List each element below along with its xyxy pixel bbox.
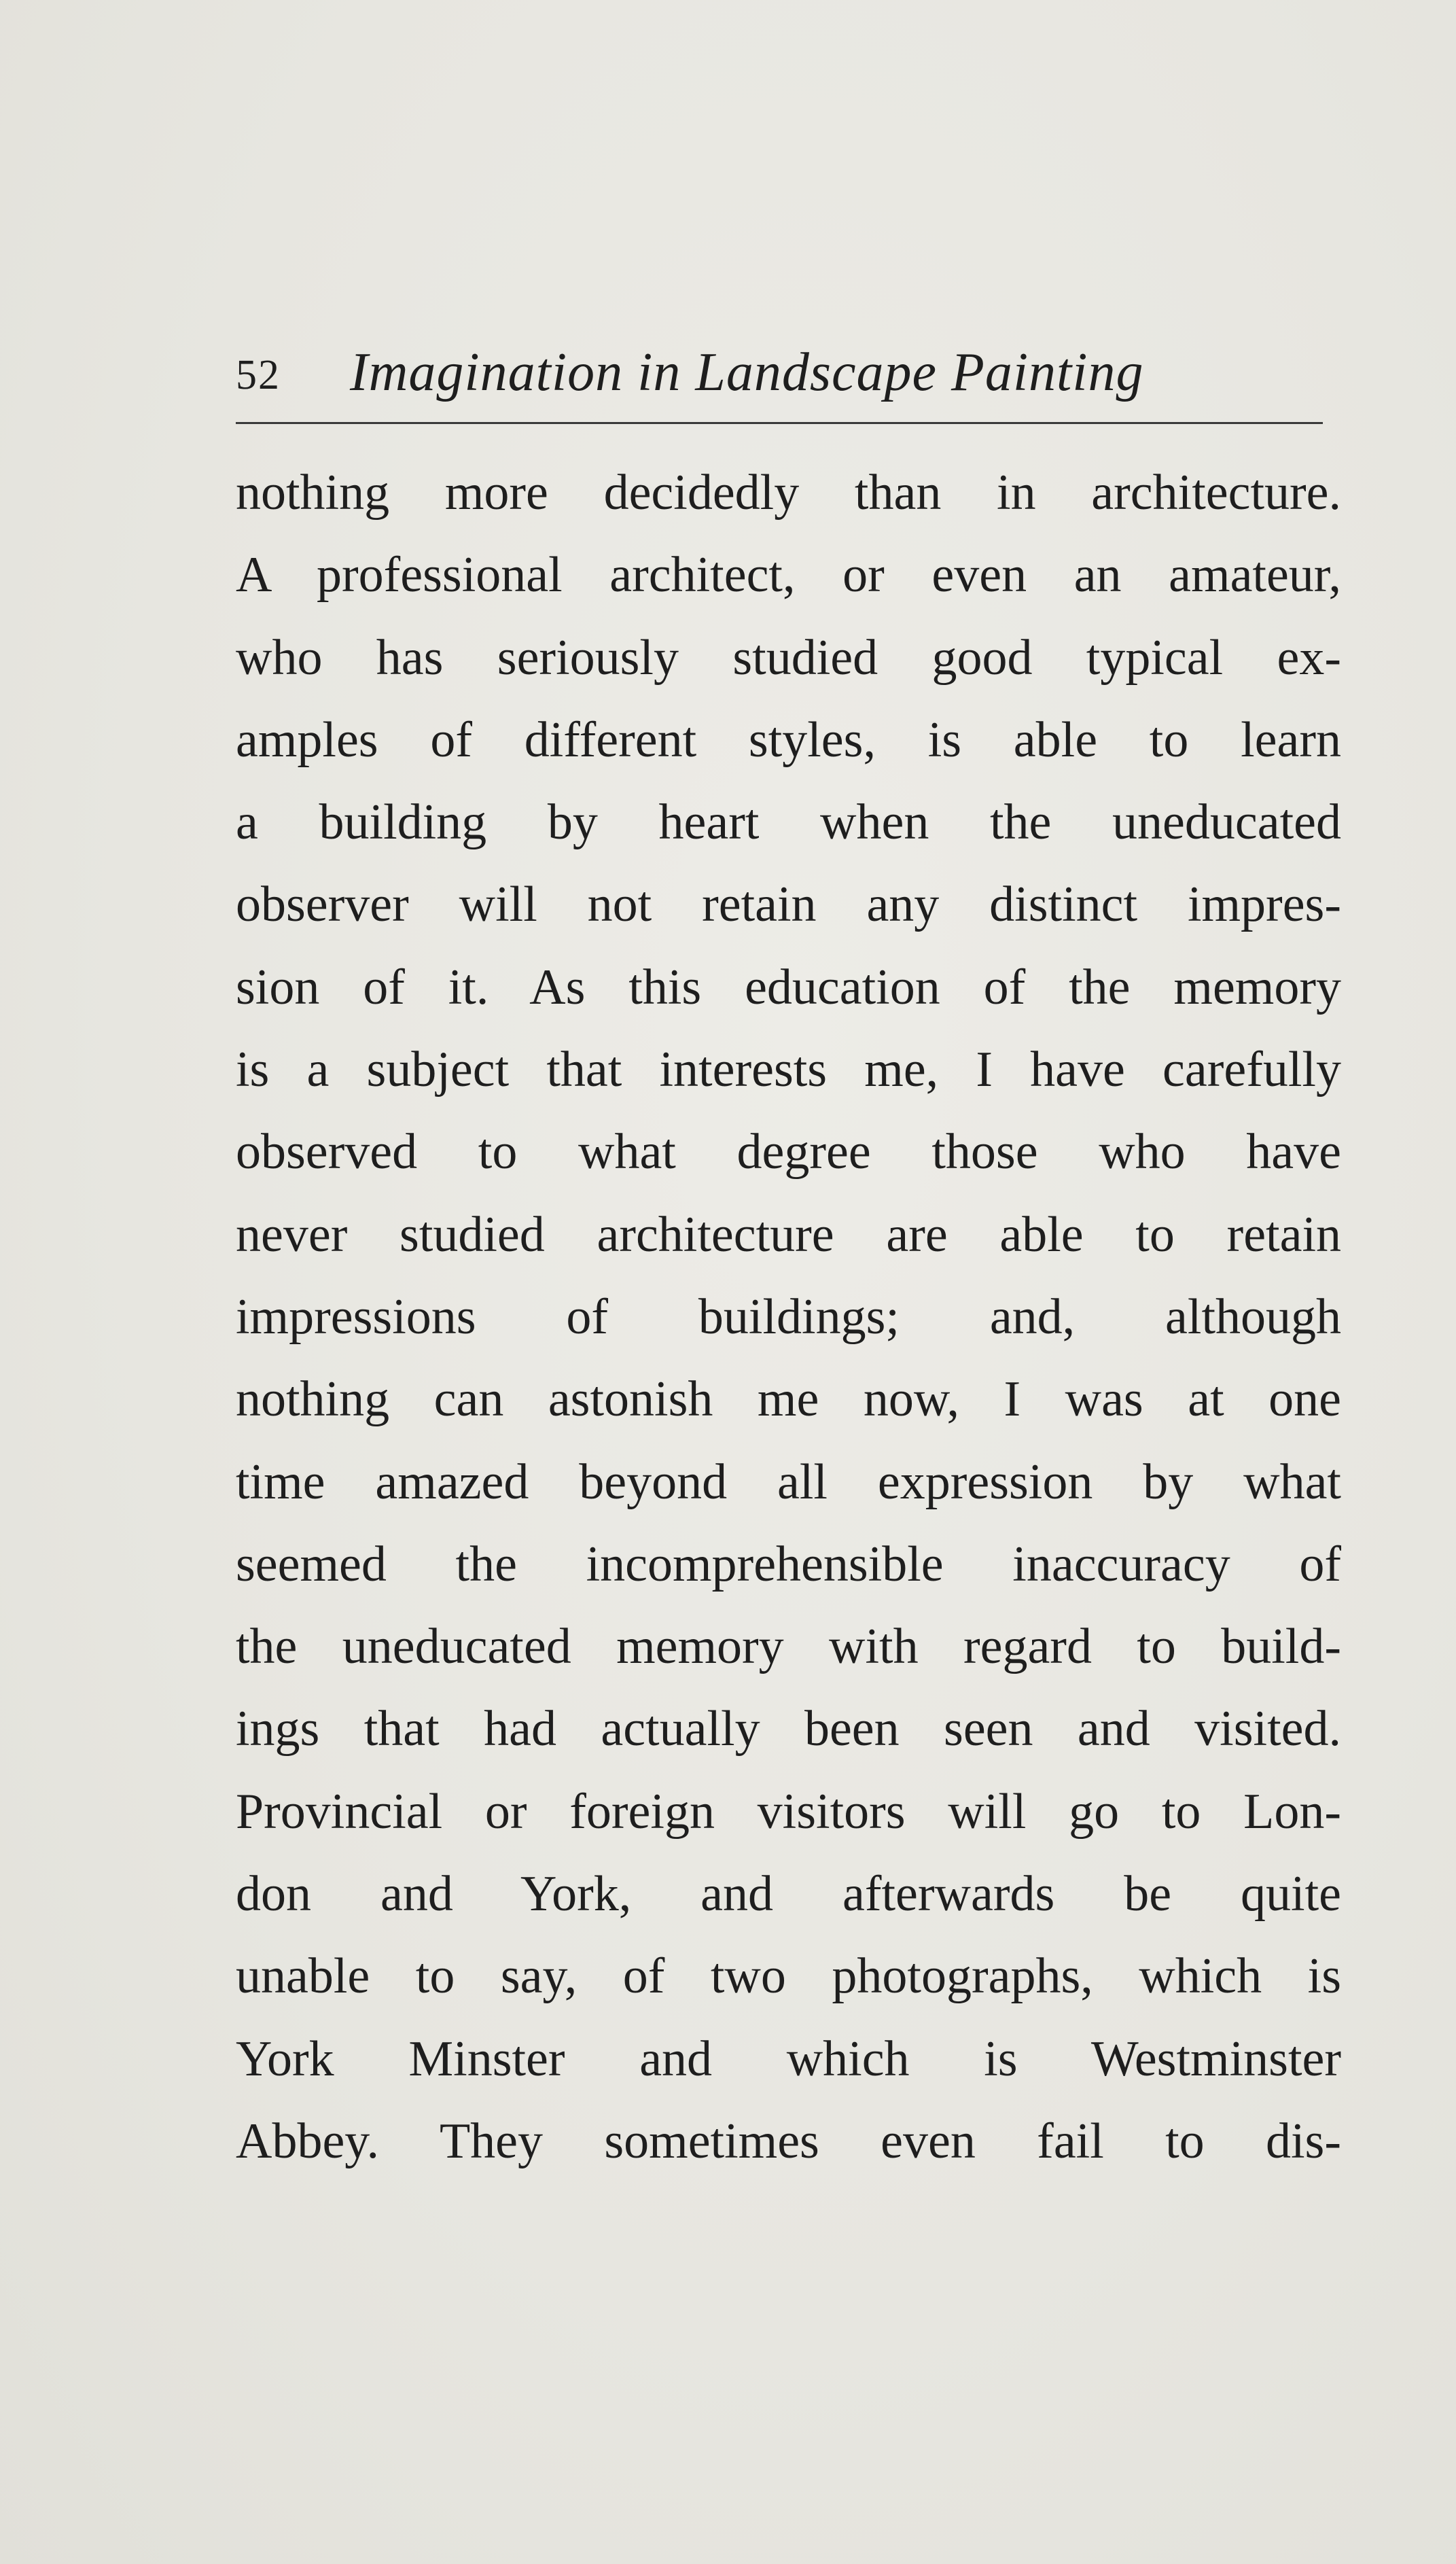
text-line: nothing more decidedly than in architecture.	[236, 465, 1341, 521]
text-line: ings that had actually been seen and visited.	[236, 1701, 1341, 1757]
text-line: seemed the incomprehensible inaccuracy of	[236, 1536, 1341, 1592]
text-line: Abbey. They sometimes even fail to dis-	[236, 2113, 1341, 2169]
text-line: Provincial or foreign visitors will go to Lon-	[236, 1783, 1341, 1840]
text-line: never studied architecture are able to retain	[236, 1206, 1341, 1263]
text-line: sion of it. As this education of the memory	[236, 959, 1341, 1015]
text-line: amples of different styles, is able to learn	[236, 712, 1341, 768]
page-number: 52	[236, 352, 281, 398]
header-rule	[236, 422, 1323, 424]
text-line: is a subject that interests me, I have carefully	[236, 1042, 1341, 1098]
text-line: don and York, and afterwards be quite	[236, 1866, 1341, 1922]
text-line: time amazed beyond all expression by what	[236, 1454, 1341, 1510]
text-line: the uneducated memory with regard to build-	[236, 1619, 1341, 1675]
text-line: nothing can astonish me now, I was at one	[236, 1371, 1341, 1428]
text-line: York Minster and which is Westminster	[236, 2031, 1341, 2087]
running-title: Imagination in Landscape Painting	[350, 343, 1144, 402]
text-line: observer will not retain any distinct impres-	[236, 877, 1341, 933]
body-text	[236, 452, 1341, 2183]
text-line: who has seriously studied good typical ex-	[236, 629, 1341, 686]
text-line: a building by heart when the uneducated	[236, 794, 1341, 851]
text-line: A professional architect, or even an amateur,	[236, 547, 1341, 603]
running-head	[236, 338, 1330, 420]
text-line: impressions of buildings; and, although	[236, 1288, 1341, 1345]
text-line: observed to what degree those who have	[236, 1124, 1341, 1180]
text-line: unable to say, of two photographs, which is	[236, 1948, 1341, 2005]
